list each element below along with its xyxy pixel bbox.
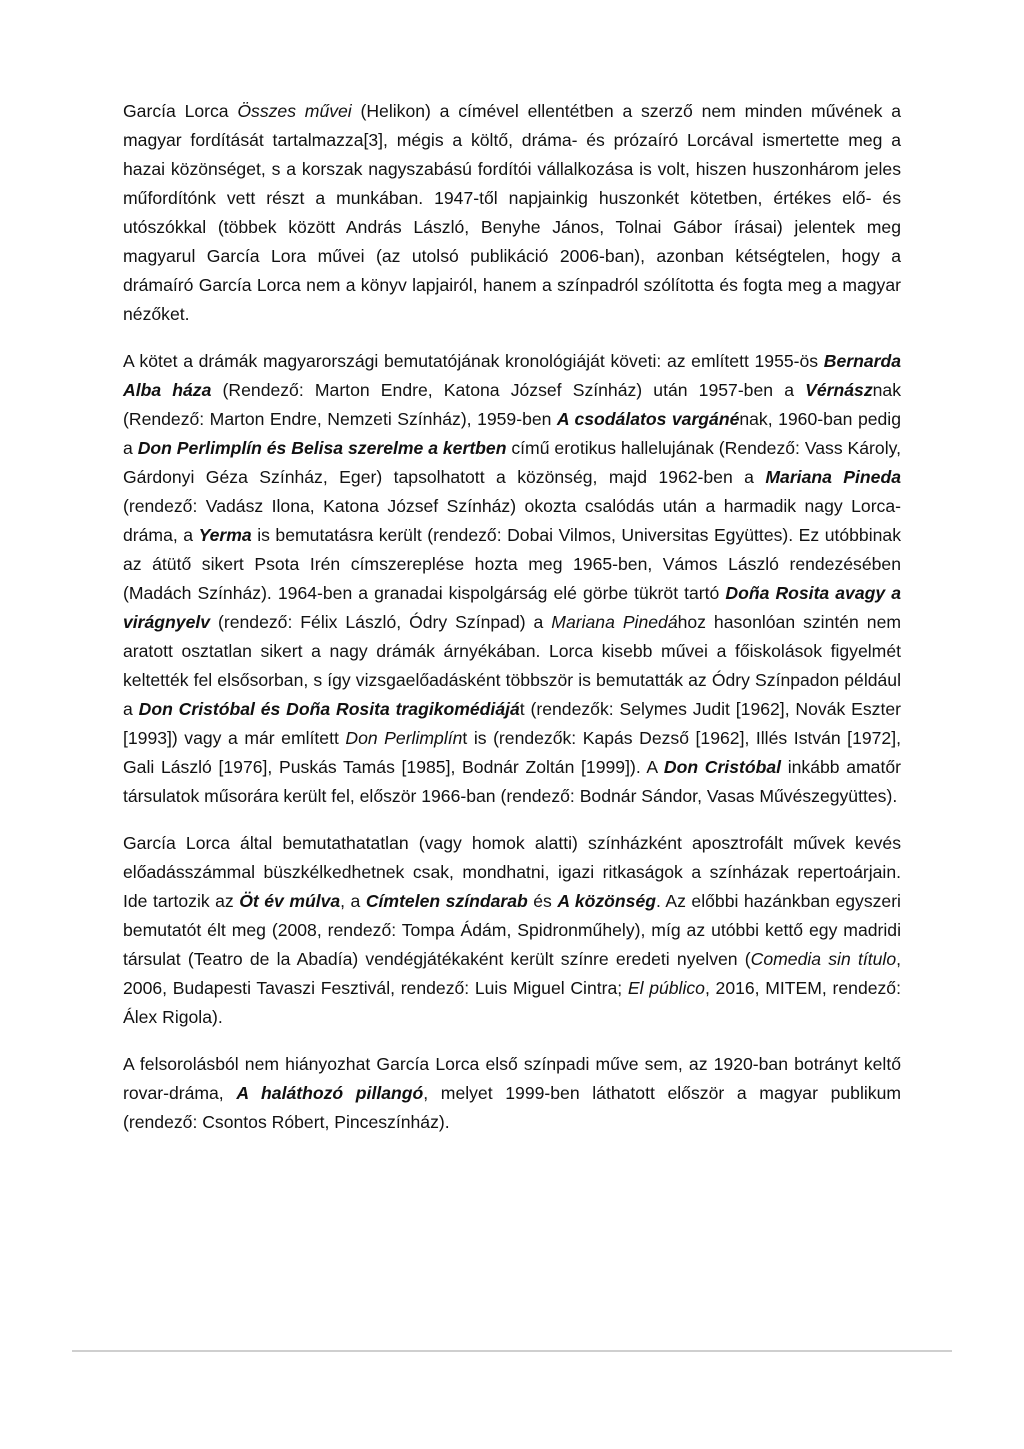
work-title-bold: Vérnász bbox=[805, 380, 873, 400]
text-run: García Lorca által bemutathatatlan (vagy homok alatti) színházként aposztrofált művek kevés előadásszámmal büszkélkedhetnek csak, mondhatni, igazi ritkaságok a színházak repertoárjain. Ide tartozik az bbox=[123, 833, 901, 911]
work-title-bold: A haláthozó pillangó bbox=[236, 1083, 424, 1103]
text-run: (Rendező: Marton Endre, Katona József Színház) után 1957-ben a bbox=[211, 380, 806, 400]
text-run: (rendező: Vadász Ilona, Katona József Színház) okozta csalódás után a harmadik nagy Lorca-dráma, a bbox=[123, 496, 901, 545]
work-title-italic: Összes művei bbox=[237, 101, 352, 121]
work-title-italic: El público bbox=[627, 978, 705, 998]
work-title-bold: Bernarda Alba háza bbox=[123, 351, 901, 400]
text-run: t is (rendezők: Kapás Dezső [1962], Illés István [1972], Gali László [1976], Puskás Tamás [1985], Bodnár Zoltán [1999]). A bbox=[123, 728, 901, 777]
text-run: hoz hasonlóan szintén nem aratott osztatlan sikert a nagy drámák árnyékában. Lorca kisebb művei a főiskolások figyelmét keltették fel elsősorban, s így vizsgaelőadásként többször is bemutatták az Ódry Színpadon például a bbox=[123, 612, 902, 719]
text-run: (rendező: Félix László, Ódry Színpad) a bbox=[210, 612, 552, 632]
text-run: is bemutatásra került (rendező: Dobai Vilmos, Universitas Együttes). Ez utóbbinak az átütő sikert Psota Irén címszereplése hozta meg 1965-ben, Vámos László rendezésében (Madách Színház). 1964-ben a granadai kispolgárság elé görbe tükröt tartó bbox=[123, 525, 901, 603]
text-run: (Helikon) a címével ellentétben a szerző nem minden művének a magyar fordítását tartalmazza[3], mégis a költő, dráma- és prózaíró Lorcával ismertette meg a hazai közönséget, s a korszak nagyszabású fordítói vállalkozása is volt, hiszen huszonhárom jeles műfordítónk vett részt a munkában. 1947-től napjainkig huszonkét kötetben, értékes elő- és utószókkal (többek között András László, Benyhe János, Tolnai Gábor írásai) jelentek meg magyarul García Lora művei (az utolsó publikáció 2006-ban), azonban kétségtelen, hogy a drámaíró García Lorca nem a könyv lapjairól, hanem a színpadról szólította és fogta meg a magyar nézőket. bbox=[123, 101, 901, 324]
work-title-bold: Don Cristóbal bbox=[663, 757, 782, 777]
work-title-bold: Öt év múlva bbox=[239, 891, 341, 911]
text-run: inkább amatőr társulatok műsorára került fel, először 1966-ban (rendező: Bodnár Sándor, Vasas Művészegyüttes). bbox=[123, 757, 901, 806]
text-run: t (rendezők: Selymes Judit [1962], Novák Eszter [1993]) vagy a már említett bbox=[123, 699, 901, 748]
work-title-bold: Címtelen színdarab bbox=[365, 891, 528, 911]
text-run: és bbox=[527, 891, 558, 911]
text-run: nak (Rendező: Marton Endre, Nemzeti Színház), 1959-ben bbox=[123, 380, 901, 429]
work-title-bold: A csodálatos vargáné bbox=[556, 409, 740, 429]
work-title-italic: Don Perlimplín bbox=[345, 728, 463, 748]
paragraph-rare-works bbox=[123, 829, 901, 1032]
work-title-bold: Don Perlimplín és Belisa szerelme a kertben bbox=[137, 438, 507, 458]
text-run: García Lorca bbox=[123, 101, 238, 121]
text-run: című erotikus hallelujának (Rendező: Vass Károly, Gárdonyi Géza Színház, Eger) tapsolhatott a közönség, majd 1962-ben a bbox=[123, 438, 901, 487]
work-title-italic: Mariana Pinedá bbox=[551, 612, 678, 632]
work-title-bold: Doña Rosita avagy a virágnyelv bbox=[123, 583, 901, 632]
text-run: , a bbox=[340, 891, 366, 911]
footer-divider bbox=[72, 1350, 952, 1352]
work-title-bold: Yerma bbox=[198, 525, 252, 545]
text-run: A kötet a drámák magyarországi bemutatójának kronológiáját követi: az említett 1955-ös bbox=[123, 351, 824, 371]
work-title-bold: Don Cristóbal és Doña Rosita tragikomédiájá bbox=[138, 699, 520, 719]
text-run: , 2006, Budapesti Tavaszi Fesztivál, rendező: Luis Miguel Cintra; bbox=[123, 949, 901, 998]
paragraph-intro bbox=[123, 97, 901, 329]
work-title-italic: Comedia sin título bbox=[750, 949, 897, 969]
paragraph-first-play bbox=[123, 1050, 901, 1137]
text-run: , 2016, MITEM, rendező: Álex Rigola). bbox=[123, 978, 901, 1027]
work-title-bold: A közönség bbox=[557, 891, 656, 911]
text-run: nak, 1960-ban pedig a bbox=[123, 409, 901, 458]
text-run: . Az előbbi hazánkban egyszeri bemutatót élt meg (2008, rendező: Tompa Ádám, Spidronműhely), míg az utóbbi kettő egy madridi társulat (Teatro de la Abadía) vendégjátékaként került színre eredeti nyelven ( bbox=[123, 891, 901, 969]
work-title-bold: Mariana Pineda bbox=[765, 467, 901, 487]
text-run: , melyet 1999-ben láthatott először a magyar publikum (rendező: Csontos Róbert, Pinceszínház). bbox=[123, 1083, 902, 1132]
paragraph-chronology bbox=[123, 347, 901, 811]
document-body bbox=[123, 97, 901, 1155]
text-run: A felsorolásból nem hiányozhat García Lorca első színpadi műve sem, az 1920-ban botrányt keltő rovar-dráma, bbox=[123, 1054, 901, 1103]
